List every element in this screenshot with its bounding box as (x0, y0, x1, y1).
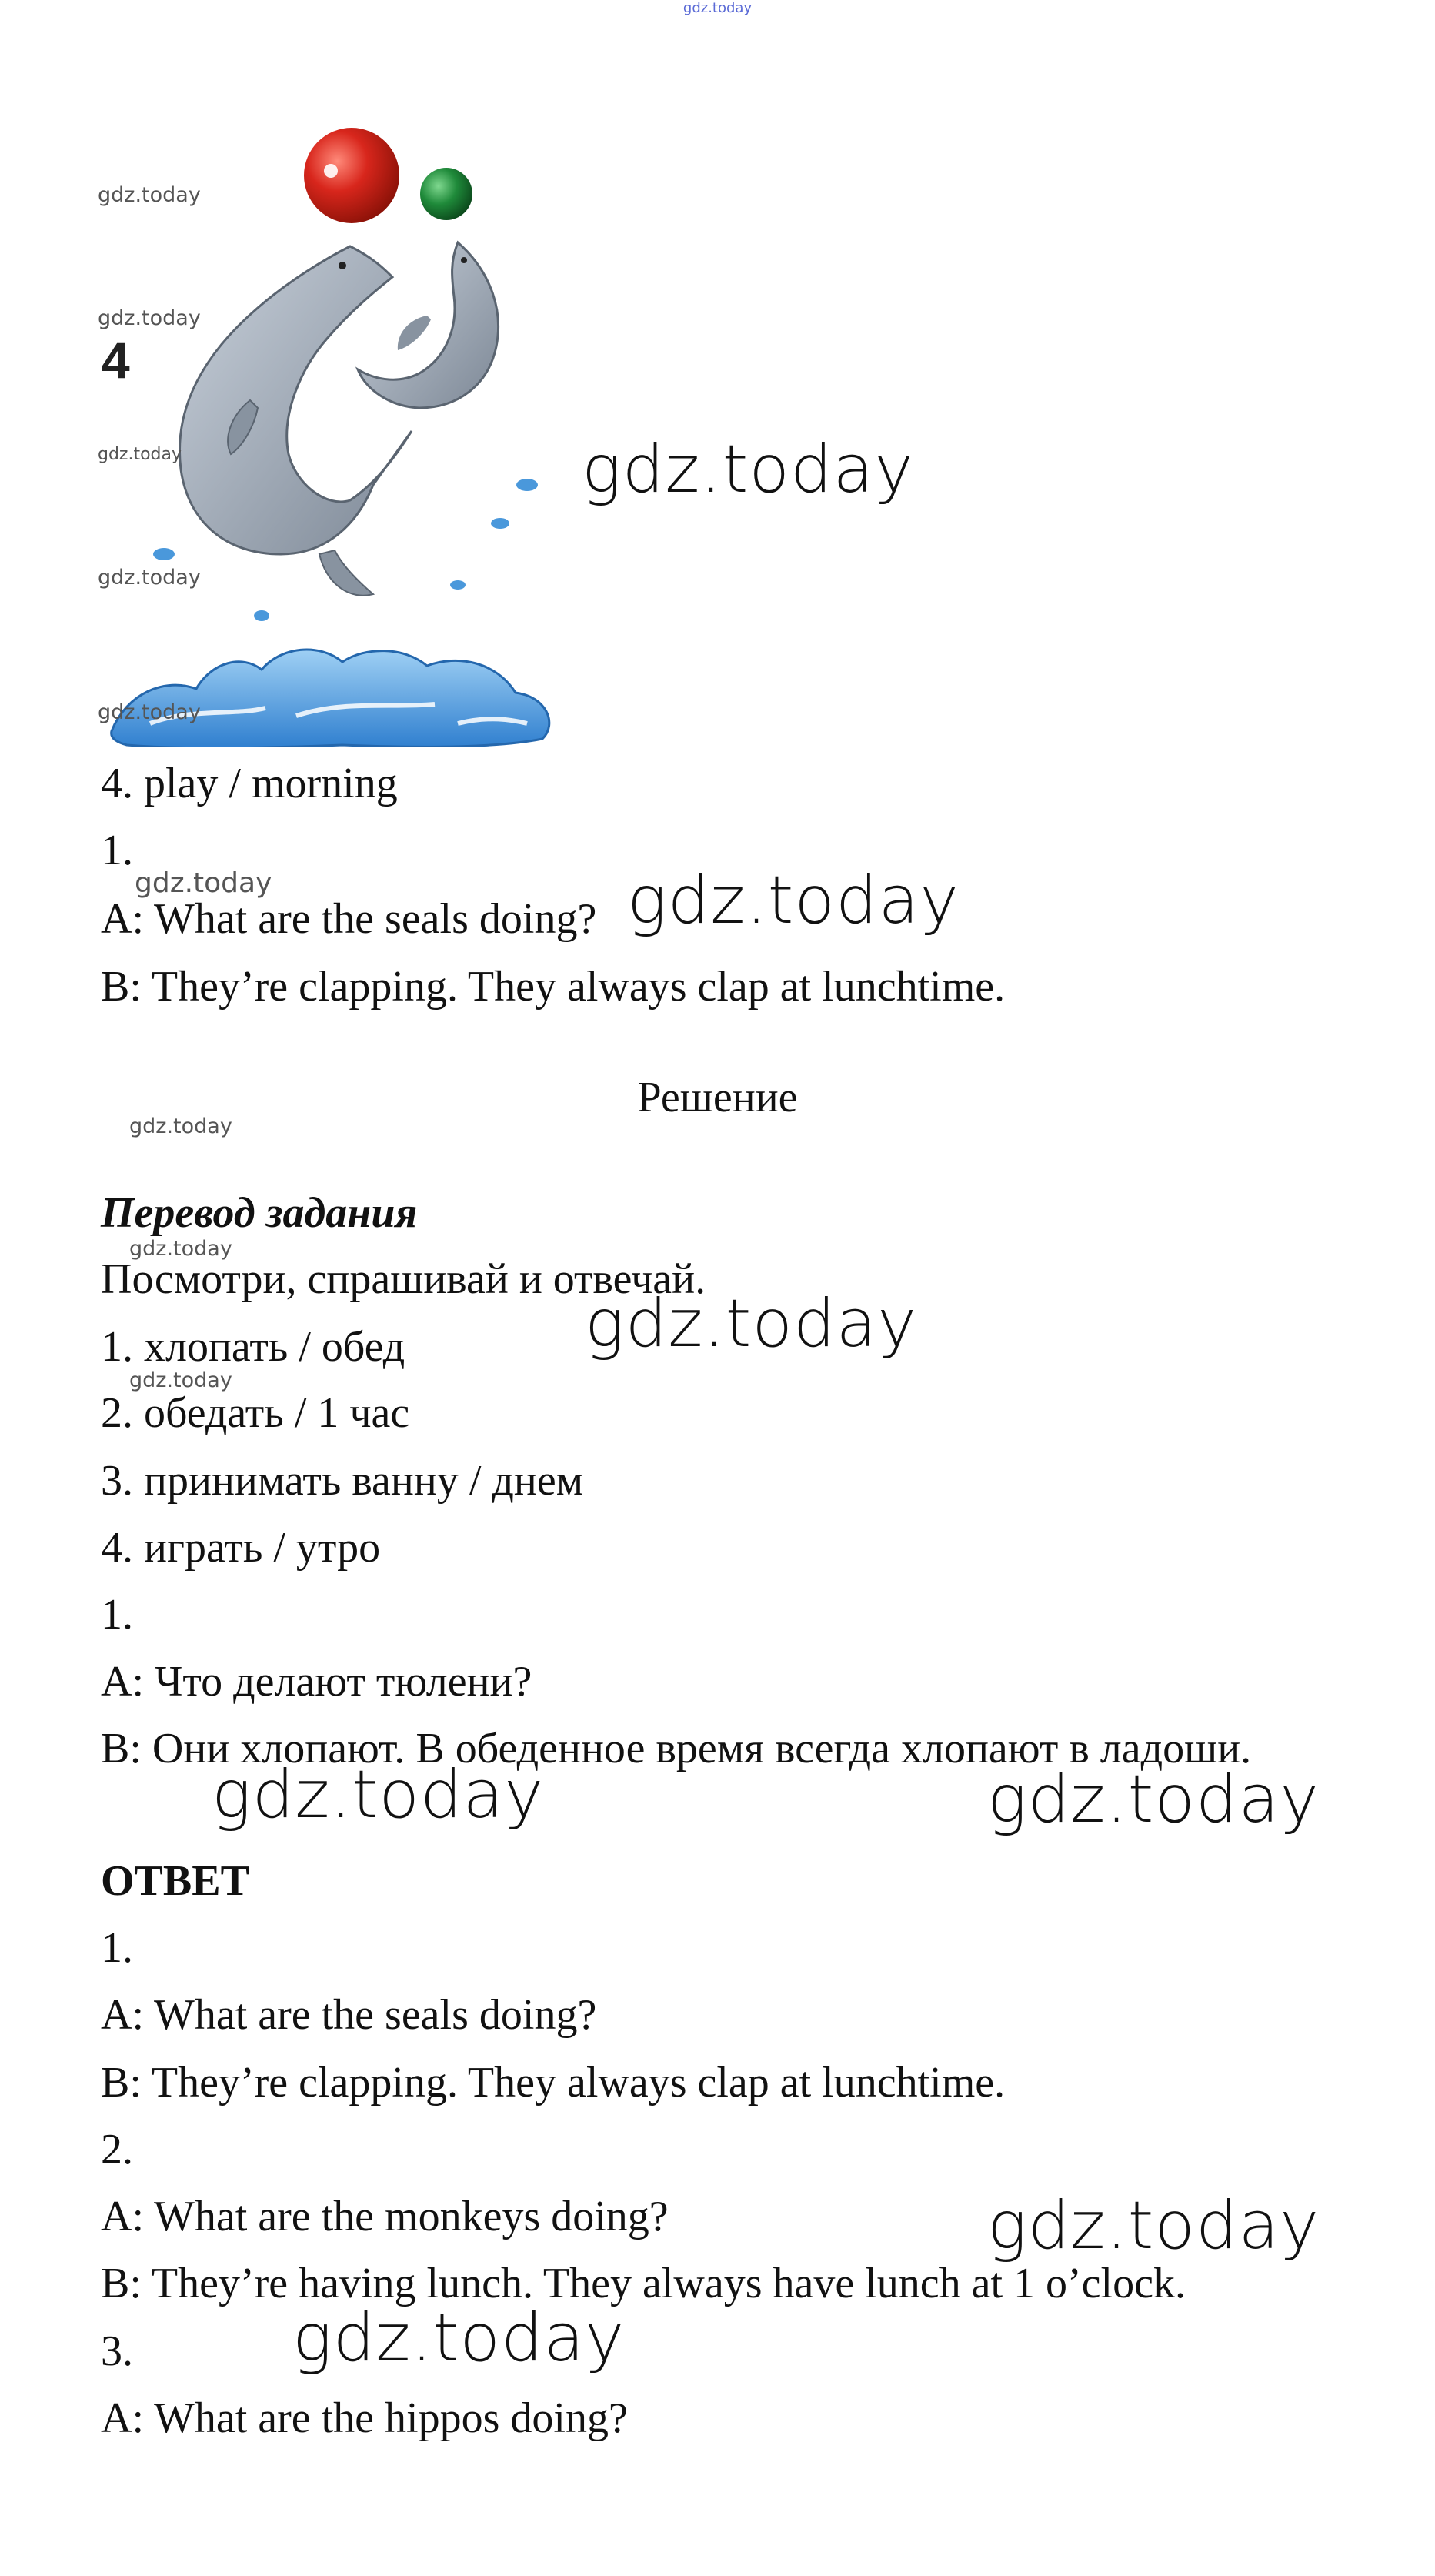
answer-line: A: What are the hippos doing? (101, 2394, 628, 2442)
answer-line: A: What are the monkeys doing? (101, 2193, 669, 2240)
exercise-number: 4 (102, 332, 130, 389)
watermark-small: gdz.today (129, 1368, 232, 1392)
solution-line: 4. играть / утро (101, 1524, 381, 1572)
watermark-small: gdz.today (129, 1114, 232, 1138)
watermark-large: gdz.today (582, 431, 915, 508)
answer-line: A: What are the seals doing? (101, 1991, 597, 2039)
example-question: A: What are the seals doing? (101, 895, 597, 943)
answer-line: B: They’re clapping. They always clap at lunchtime. (101, 2059, 1006, 2107)
solution-line: B: Они хлопают. В обеденное время всегда хлопают в ладоши. (101, 1725, 1252, 1772)
solution-line: 1. хлопать / обед (101, 1323, 405, 1371)
solution-line: A: Что делают тюлени? (101, 1658, 532, 1706)
top-watermark: gdz.today (682, 0, 753, 16)
watermark-large: gdz.today (987, 1761, 1320, 1838)
large-seal-icon (179, 246, 412, 554)
watermark-small: gdz.today (129, 1237, 232, 1261)
answer-line: B: They’re having lunch. They always have lunch at 1 o’clock. (101, 2260, 1186, 2307)
answer-line: 2. (101, 2126, 133, 2173)
answer-line: 3. (101, 2327, 133, 2375)
watermark-large: gdz.today (292, 2300, 626, 2377)
translation-heading: Перевод задания (101, 1189, 418, 1237)
watermark-small: gdz.today (98, 566, 201, 590)
solution-line: Посмотри, спрашивай и отвечай. (101, 1255, 706, 1303)
solution-line: 1. (101, 1591, 133, 1639)
watermark-large: gdz.today (585, 1285, 918, 1362)
watermark-large: gdz.today (212, 1756, 545, 1833)
answer-line: 1. (101, 1924, 133, 1972)
example-answer: B: They’re clapping. They always clap at lunchtime. (101, 963, 1006, 1011)
solution-line: 2. обедать / 1 час (101, 1389, 410, 1437)
solution-line: 3. принимать ванну / днем (101, 1457, 584, 1505)
example-number: 1. (101, 827, 133, 874)
green-ball-icon (420, 168, 472, 220)
seals-illustration (96, 123, 573, 747)
red-ball-icon (304, 128, 399, 223)
solution-title: Решение (637, 1074, 798, 1121)
watermark-large: gdz.today (987, 2187, 1320, 2264)
answer-heading: ОТВЕТ (101, 1857, 249, 1905)
watermark-large: gdz.today (627, 862, 960, 939)
watermark-small: gdz.today (98, 306, 201, 330)
prompt-item: 4. play / morning (101, 760, 398, 807)
watermark-small: gdz.today (98, 183, 201, 207)
water-splash-icon (112, 650, 549, 747)
watermark-small: gdz.today (135, 867, 272, 899)
watermark-small: gdz.today (98, 700, 201, 724)
watermark-small: gdz.today (98, 445, 182, 464)
